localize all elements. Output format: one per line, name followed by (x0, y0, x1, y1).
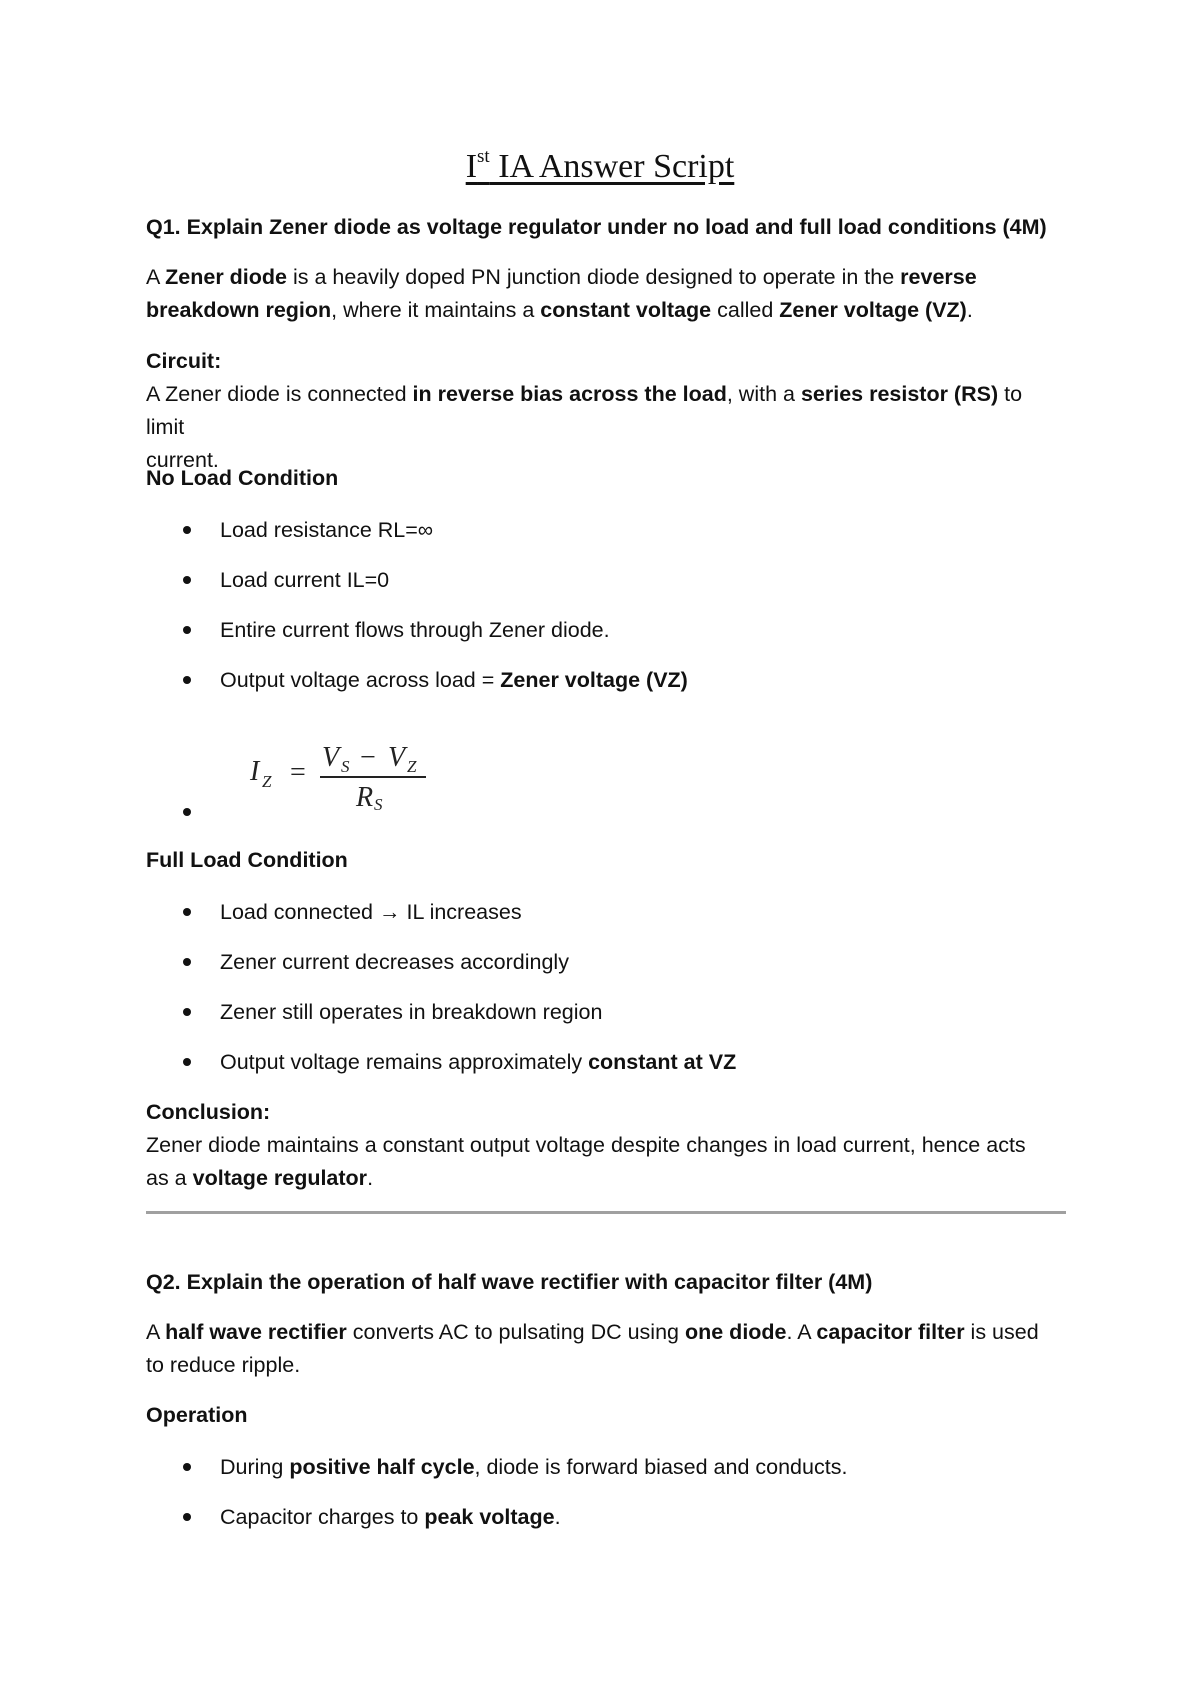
section-divider (146, 1211, 1066, 1214)
bullet-dot (183, 1058, 191, 1066)
q2-heading: Q2. Explain the operation of half wave rectifier with capacitor filter (4M) (146, 1270, 873, 1294)
full-load-item-3: Zener still operates in breakdown region (220, 1000, 603, 1024)
bullet-dot (183, 908, 191, 916)
conclusion-text: Zener diode maintains a constant output voltage despite changes in load current, hence acts as a voltage regulator. (146, 1133, 1026, 1190)
q1-intro: A Zener diode is a heavily doped PN junction diode designed to operate in the reverse breakdown region, where it maintains a constant voltage called Zener voltage (VZ). (146, 265, 977, 322)
operation-item-1: During positive half cycle, diode is forward biased and conducts. (220, 1455, 848, 1479)
formula-num-b-sub: Z (407, 757, 417, 776)
no-load-item-3: Entire current flows through Zener diode. (220, 618, 610, 642)
no-load-item-2: Load current IL=0 (220, 568, 390, 592)
document-title: Ist IA Answer Script (465, 146, 735, 185)
formula-den-sub: S (374, 795, 383, 810)
operation-item-2: Capacitor charges to peak voltage. (220, 1505, 561, 1529)
formula-minus: − (360, 742, 376, 773)
formula-num-a: V (322, 742, 340, 773)
no-load-item-1: Load resistance RL=∞ (220, 518, 434, 542)
bullet-dot (183, 526, 191, 534)
bullet-dot (183, 808, 191, 816)
full-load-item-2: Zener current decreases accordingly (220, 950, 569, 974)
bullet-dot (183, 1463, 191, 1471)
operation-heading: Operation (146, 1403, 248, 1427)
formula-num-b: V (388, 742, 406, 773)
bullet-dot (183, 1008, 191, 1016)
formula-den: R (356, 782, 374, 810)
zener-current-formula (246, 734, 446, 810)
q2-intro: A half wave rectifier converts AC to pulsating DC using one diode. A capacitor filter is used to reduce ripple. (146, 1320, 1039, 1377)
formula-lhs: I (250, 756, 260, 787)
no-load-item-4: Output voltage across load = Zener voltage (VZ) (220, 668, 688, 692)
full-load-heading: Full Load Condition (146, 848, 348, 872)
bullet-dot (183, 626, 191, 634)
bullet-dot (183, 1513, 191, 1521)
formula-num-a-sub: S (341, 757, 350, 776)
circuit-heading: Circuit: (146, 349, 222, 373)
formula-fraction-bar (320, 776, 426, 778)
formula-lhs-sub: Z (262, 772, 272, 791)
bullet-dot (183, 576, 191, 584)
no-load-heading: No Load Condition (146, 466, 339, 490)
bullet-dot (183, 958, 191, 966)
bullet-dot (183, 676, 191, 684)
full-load-item-4: Output voltage remains approximately constant at VZ (220, 1050, 737, 1074)
circuit-text: A Zener diode is connected in reverse bias across the load, with a series resistor (RS) to limit current. (146, 382, 1023, 472)
formula-equals: = (290, 757, 306, 788)
full-load-item-1: Load connected → IL increases (220, 900, 522, 924)
conclusion-heading: Conclusion: (146, 1100, 271, 1124)
q1-heading: Q1. Explain Zener diode as voltage regulator under no load and full load conditions (4M) (146, 215, 1047, 239)
